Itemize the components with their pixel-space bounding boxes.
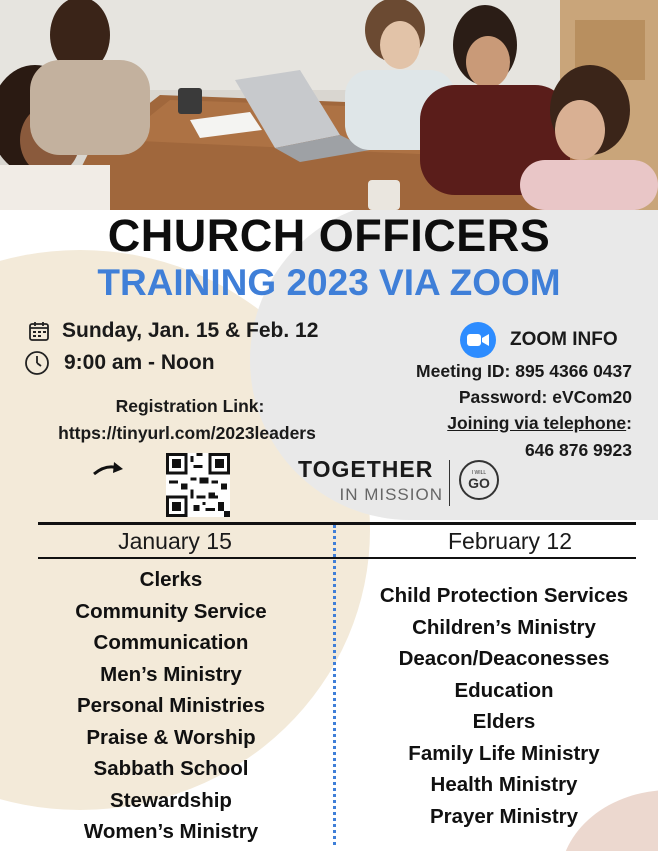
clock-icon [24, 350, 50, 376]
zoom-meeting-id: Meeting ID: 895 4366 0437 [416, 361, 632, 381]
list-item: Prayer Ministry [429, 804, 579, 828]
column-header-february: February 12 [447, 528, 572, 554]
list-item: Women’s Ministry [83, 820, 259, 843]
logo-line2: IN MISSION [339, 485, 443, 504]
zoom-password: Password: eVCom20 [458, 387, 632, 407]
list-item: Communication [93, 631, 249, 654]
zoom-phone-number: 646 876 9923 [524, 440, 632, 460]
registration-label: Registration Link: [115, 396, 265, 416]
list-item: Men’s Ministry [100, 662, 242, 686]
list-item: Family Life Ministry [408, 741, 600, 765]
logo-divider [449, 460, 450, 506]
qr-code[interactable] [166, 453, 230, 517]
list-january [21, 564, 321, 848]
date-row [28, 319, 318, 343]
zoom-camera-icon [460, 322, 496, 358]
zoom-phone-colon: : [626, 413, 632, 433]
column-header-january: January 15 [118, 528, 232, 554]
event-time: 9:00 am - Noon [64, 351, 215, 374]
registration-link[interactable]: https://tinyurl.com/2023leaders [58, 423, 316, 443]
list-item: Deacon/Deaconesses [398, 647, 610, 670]
arrow-right-icon [92, 456, 124, 487]
badge-go-text: GO [468, 474, 490, 491]
list-item: Health Ministry [430, 773, 578, 796]
page-title: CHURCH OFFICERS [107, 210, 551, 261]
list-item: Stewardship [110, 788, 232, 812]
list-item: Personal Ministries [77, 694, 265, 717]
list-item: Children’s Ministry [412, 615, 596, 639]
column-divider [333, 525, 336, 845]
zoom-info-header [460, 322, 618, 358]
list-february [354, 580, 654, 832]
table-top-line [38, 522, 636, 525]
together-in-mission-logo [298, 456, 443, 505]
time-row [24, 350, 215, 376]
calendar-icon [28, 320, 50, 342]
list-item: Sabbath School [93, 757, 249, 780]
list-item: Clerks [139, 568, 203, 591]
zoom-phone-label-row [447, 413, 632, 434]
list-item: Elders [472, 710, 536, 733]
list-item: Education [454, 678, 554, 702]
header-photo [0, 0, 658, 210]
list-item: Child Protection Services [379, 584, 629, 607]
list-item: Praise & Worship [86, 725, 256, 749]
list-item: Community Service [75, 599, 267, 623]
page-subtitle: TRAINING 2023 VIA ZOOM [97, 262, 561, 303]
i-will-go-badge [459, 460, 499, 500]
event-dates: Sunday, Jan. 15 & Feb. 12 [62, 319, 319, 342]
zoom-info-title: ZOOM INFO [510, 329, 618, 350]
table-header-line [38, 557, 636, 559]
badge-small-text: I WILL [471, 469, 487, 476]
zoom-phone-label: Joining via telephone [447, 413, 627, 433]
logo-line1: TOGETHER [298, 456, 434, 482]
